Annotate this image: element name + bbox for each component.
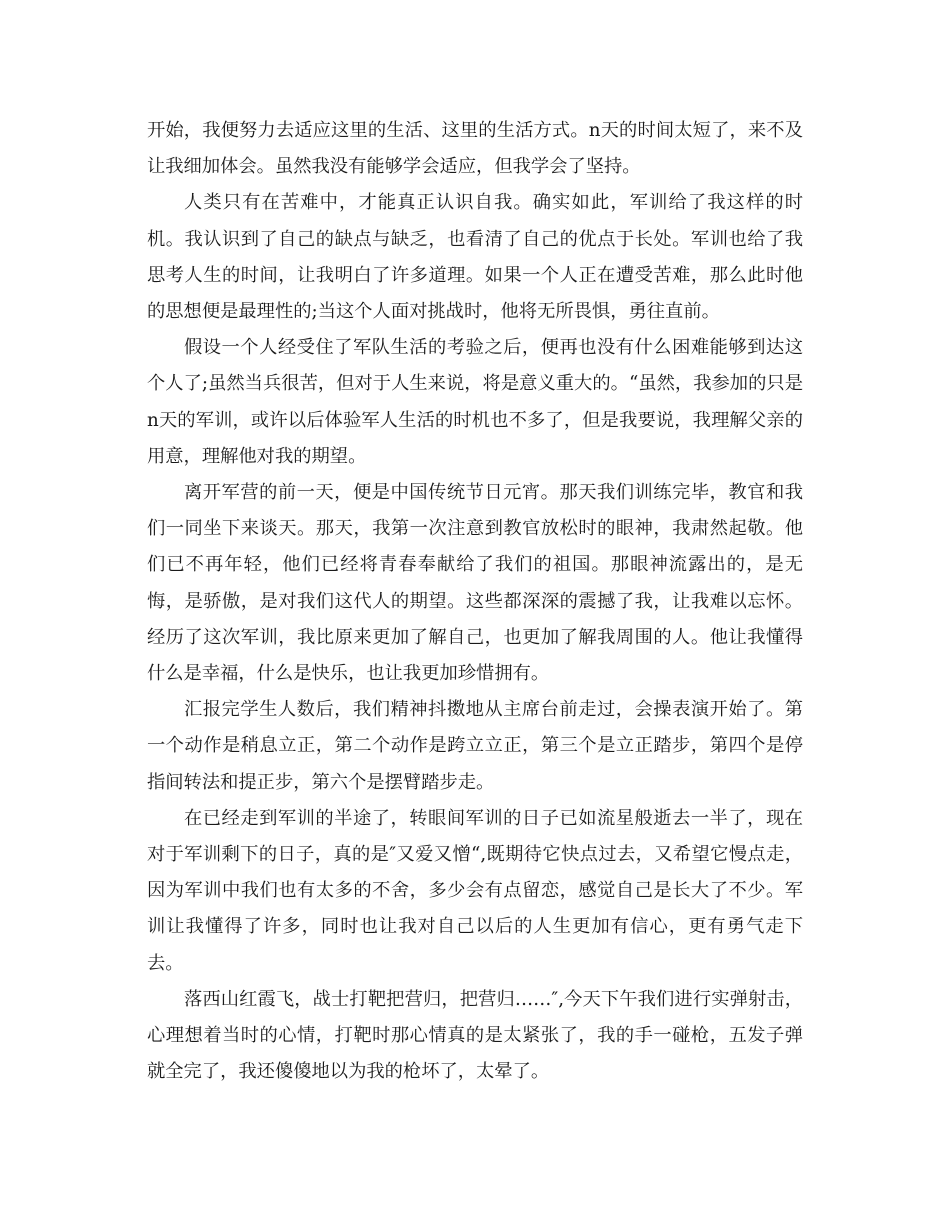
paragraph-6: 在已经走到军训的半途了，转眼间军训的日子已如流星般逝去一半了，现在对于军训剩下的日子，真的是″又爱又憎“,既期待它快点过去，又希望它慢点走，因为军训中我们也有太多的不舍，多少会有点留恋，感觉自己是长大了不少。军训让我懂得了许多，同时也让我对自己以后的人生更加有信心，更有勇气走下去。 — [147, 807, 803, 974]
paragraph-5: 汇报完学生人数后，我们精神抖擞地从主席台前走过，会操表演开始了。第一个动作是稍息立正，第二个动作是跨立立正，第三个是立正踏步，第四个是停指间转法和提正步，第六个是摆臂踏步走。 — [147, 699, 803, 793]
paragraph-7: 落西山红霞飞，战士打靶把营归，把营归……″,今天下午我们进行实弹射击，心理想着当时的心情，打靶时那心情真的是太紧张了，我的手一碰枪，五发子弹就全完了，我还傻傻地以为我的枪坏了，太晕了。 — [147, 988, 803, 1083]
paragraph-1: 开始，我便努力去适应这里的生活、这里的生活方式。n天的时间太短了，来不及让我细加体会。虽然我没有能够学会适应，但我学会了坚持。 — [147, 120, 803, 178]
paragraph-4: 离开军营的前一天，便是中国传统节日元宵。那天我们训练完毕，教官和我们一同坐下来谈天。那天，我第一次注意到教官放松时的眼神，我肃然起敬。他们已不再年轻，他们已经将青春奉献给了我们的祖国。那眼神流露出的，是无悔，是骄傲，是对我们这代人的期望。这些都深深的震撼了我，让我难以忘怀。经历了这次军训，我比原来更加了解自己，也更加了解我周围的人。他让我懂得什么是幸福，什么是快乐，也让我更加珍惜拥有。 — [147, 482, 803, 685]
paragraph-2: 人类只有在苦难中，才能真正认识自我。确实如此，军训给了我这样的时机。我认识到了自己的缺点与缺乏，也看清了自己的优点于长处。军训也给了我思考人生的时间，让我明白了许多道理。如果一个人正在遭受苦难，那么此时他的思想便是最理性的;当这个人面对挑战时，他将无所畏惧，勇往直前。 — [147, 192, 803, 323]
document-body — [147, 113, 803, 1090]
paragraph-3: 假设一个人经受住了军队生活的考验之后，便再也没有什么困难能够到达这个人了;虽然当兵很苦，但对于人生来说，将是意义重大的。“虽然，我参加的只是n天的军训，或许以后体验军人生活的时机也不多了，但是我要说，我理解父亲的用意，理解他对我的期望。 — [147, 337, 803, 467]
